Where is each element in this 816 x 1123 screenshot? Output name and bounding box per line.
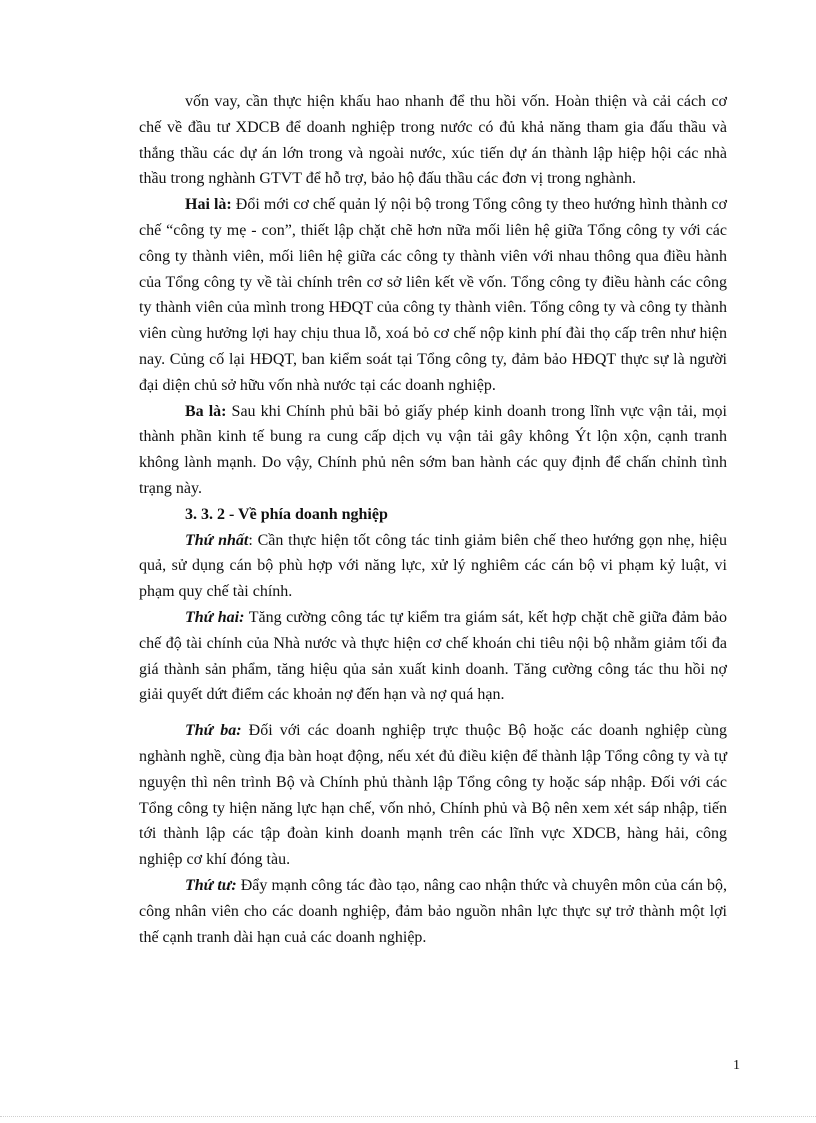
paragraph-text: Tăng cường công tác tự kiểm tra giám sát, kết hợp chặt chẽ giữa đảm bảo chế độ tài chính của Nhà nước và thực hiện cơ chế khoán chi tiêu nội bộ nhằm giảm tối đa giá thành sản phẩm, tăng hiệu qủa sản xuất kinh doanh. Tăng cường công tác thu hồi nợ giải quyết dứt điểm các khoản nợ đến hạn và nợ quá hạn. bbox=[139, 608, 728, 704]
paragraph-text: Đổi mới cơ chế quản lý nội bộ trong Tổng công ty theo hướng hình thành cơ chế “công ty mẹ - con”, thiết lập chặt chẽ hơn nữa mối liên hệ giữa Tổng công ty với các công ty thành viên, mối liên hệ giữa các công ty thành viên với nhau thông qua điều hành của Tổng công ty về tài chính trên cơ sở liên kết về vốn. Tổng công ty điều hành các công ty thành viên của mình trong HĐQT của công ty thành viên. Tổng công ty và công ty thành viên cùng hưởng lợi hay chịu thua lỗ, xoá bỏ cơ chế nộp kinh phí đài thọ cấp trên như hiện nay. Củng cố lại HĐQT, ban kiểm soát tại Tổng công ty, đảm bảo HĐQT thực sự là người đại diện chủ sở hữu vốn nhà nước tại các doanh nghiệp. bbox=[139, 196, 727, 394]
paragraph-lead: Thứ ba: bbox=[185, 722, 242, 740]
paragraph-hai-la bbox=[139, 192, 727, 398]
paragraph-text: Đối với các doanh nghiệp trực thuộc Bộ hoặc các doanh nghiệp cùng nghành nghề, cùng địa bàn hoạt động, nếu xét đủ điều kiện để thành lập Tổng công ty và tự nguyện thì nên trình Bộ và Chính phủ thành lập Tổng công ty hoặc sáp nhập. Đối với các Tổng công ty hiện năng lực hạn chế, vốn nhỏ, Chính phủ và Bộ nên xem xét sáp nhập, tiến tới thành lập các tập đoàn kinh doanh mạnh trên các lĩnh vực XDCB, hàng hải, công nghiệp cơ khí đóng tàu. bbox=[139, 722, 727, 869]
paragraph-ba-la bbox=[139, 399, 727, 502]
paragraph-thu-nhat bbox=[139, 528, 727, 605]
page-number: 1 bbox=[733, 1058, 740, 1073]
paragraph-text: vốn vay, cần thực hiện khấu hao nhanh để thu hồi vốn. Hoàn thiện và cải cách cơ chế về đầu tư XDCB để doanh nghiệp trong nước có đủ khả năng tham gia đấu thầu và thắng thầu các dự án lớn trong và ngoài nước, xúc tiến dự án thành lập hiệp hội các nhà thầu trong nghành GTVT để hỗ trợ, bảo hộ đấu thầu các đơn vị trong nghành. bbox=[139, 93, 727, 188]
section-heading: 3. 3. 2 - Về phía doanh nghiệp bbox=[185, 505, 388, 523]
paragraph-text: Sau khi Chính phủ bãi bỏ giấy phép kinh doanh trong lĩnh vực vận tải, mọi thành phần kinh tế bung ra cung cấp dịch vụ vận tải gây không Ýt lộn xộn, cạnh tranh không lành mạnh. Do vậy, Chính phủ nên sớm ban hành các quy định để chấn chỉnh tình trạng này. bbox=[139, 402, 727, 497]
paragraph-thu-ba bbox=[139, 718, 727, 873]
paragraph-lead: Thứ nhất bbox=[185, 531, 249, 549]
paragraph-text: Đẩy mạnh công tác đào tạo, nâng cao nhận thức và chuyên môn của cán bộ, công nhân viên cho các doanh nghiệp, đảm bảo nguồn nhân lực thực sự trở thành một lợi thế cạnh tranh dài hạn cuả các doanh nghiệp. bbox=[139, 876, 727, 946]
paragraph-lead: Thứ tư: bbox=[185, 876, 237, 894]
paragraph-lead: Ba là: bbox=[185, 402, 227, 420]
paragraph-thu-hai bbox=[139, 605, 727, 708]
paragraph-lead: Thứ hai: bbox=[185, 608, 245, 626]
page-bottom-divider bbox=[0, 1116, 816, 1117]
body-text bbox=[139, 89, 727, 950]
paragraph-thu-tu bbox=[139, 873, 727, 950]
paragraph-lead: Hai là: bbox=[185, 196, 232, 214]
paragraph-text: : Cần thực hiện tốt công tác tinh giảm biên chế theo hướng gọn nhẹ, hiệu quả, sử dụng cán bộ phù hợp với năng lực, xử lý nghiêm các cán bộ vi phạm kỷ luật, vi phạm quy chế tài chính. bbox=[139, 531, 727, 601]
paragraph-intro-continuation bbox=[139, 89, 727, 192]
